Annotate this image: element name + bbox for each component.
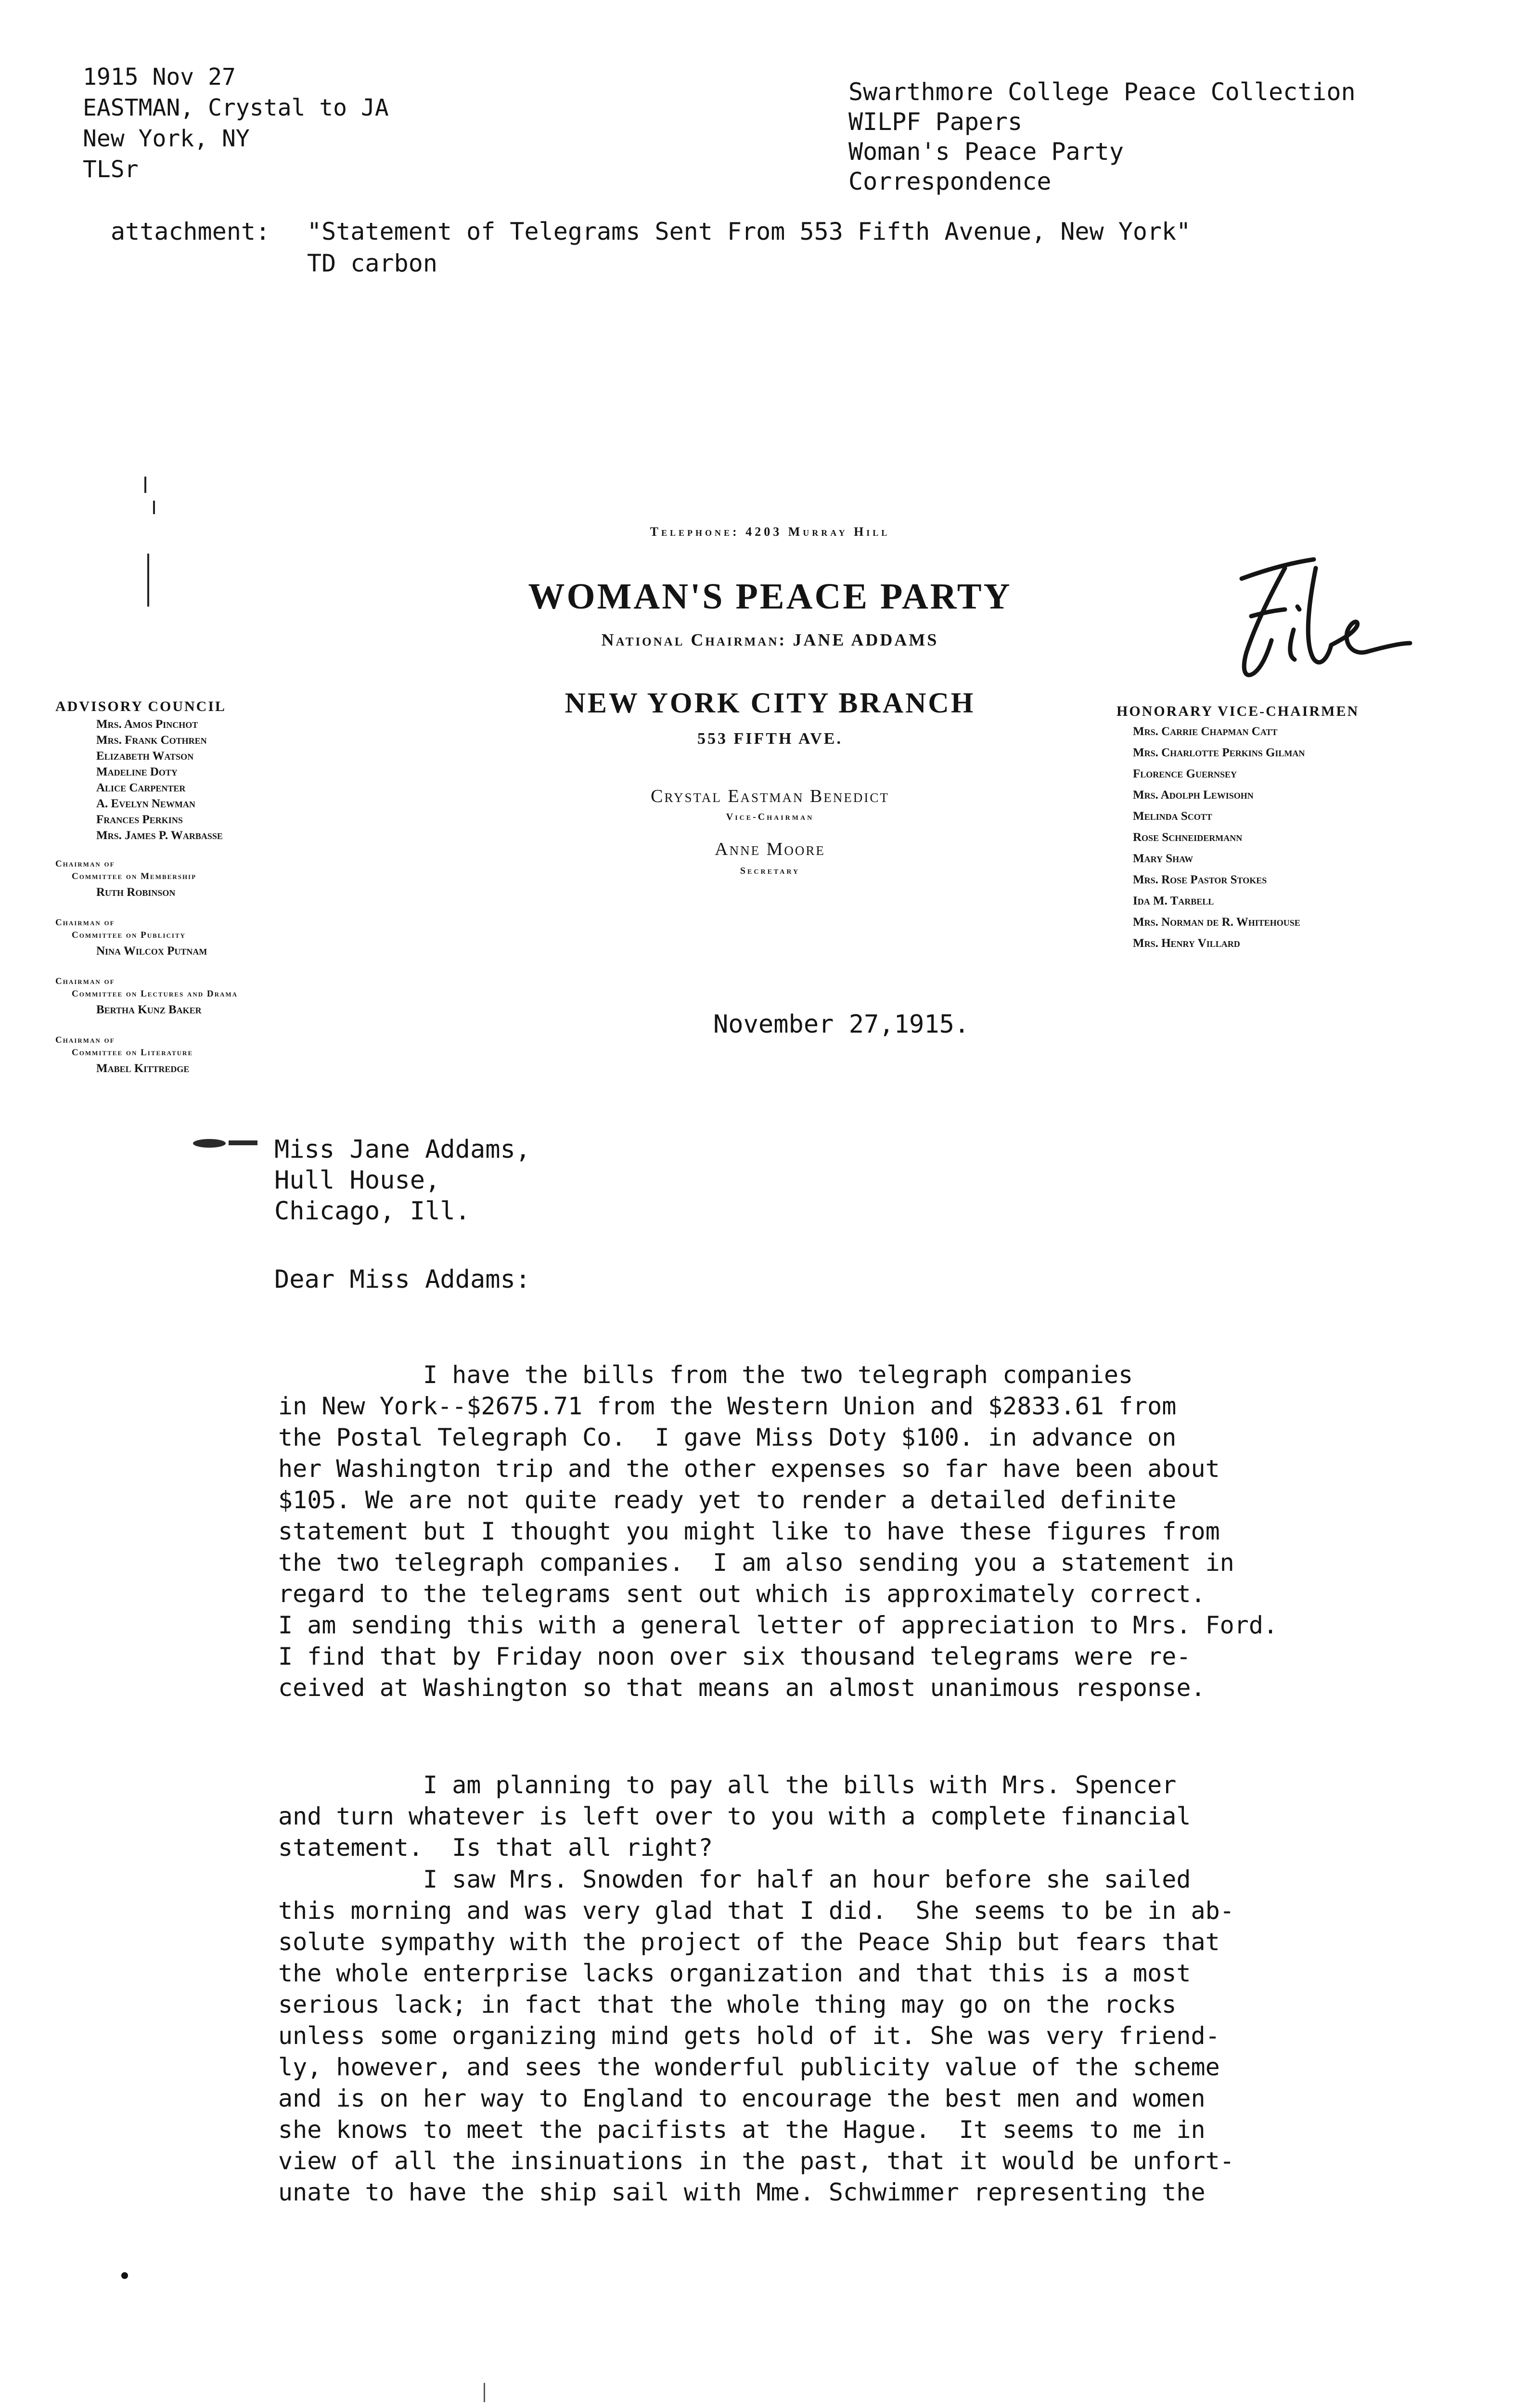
advisory-member: A. Evelyn Newman: [96, 797, 195, 810]
advisory-member: Mrs. Amos Pinchot: [96, 718, 198, 731]
letter-paragraph: [278, 1770, 1191, 1863]
attachment-note: [111, 216, 1191, 279]
committee-name: Committee on Lectures and Drama: [72, 989, 238, 999]
organization-name: WOMAN'S PEACE PARTY: [528, 576, 1012, 617]
paragraph-line: I saw Mrs. Snowden for half an hour before she sailed: [278, 1865, 1191, 1893]
salutation: Dear Miss Addams:: [274, 1265, 531, 1294]
advisory-member: Frances Perkins: [96, 813, 183, 826]
paragraph-line: and turn whatever is left over to you with a complete financial: [278, 1802, 1191, 1830]
scan-mark: [147, 554, 149, 607]
committee-chair-name: Nina Wilcox Putnam: [96, 945, 207, 958]
paragraph-line: unless some organizing mind gets hold of it. She was very friend-: [278, 2022, 1220, 2050]
paragraph-line: the two telegraph companies. I am also sending you a statement in: [278, 1549, 1234, 1577]
paragraph-line: regard to the telegrams sent out which is approximately correct.: [278, 1580, 1206, 1608]
honorary-vice-chairmen-list: [1116, 702, 1463, 954]
branch-name: NEW YORK CITY BRANCH: [565, 687, 975, 719]
paragraph-line: I find that by Friday noon over six thousand telegrams were re-: [278, 1643, 1191, 1670]
committee-literature: [55, 1034, 392, 1078]
scan-mark: [121, 2272, 128, 2279]
advisory-member: Mrs. James P. Warbasse: [96, 829, 223, 842]
vice-chairman-title: Vice-Chairman: [726, 812, 814, 822]
recipient-street: Hull House,: [274, 1166, 440, 1195]
archive-document-type: TLSr: [83, 156, 139, 183]
committee-name: Committee on Membership: [72, 871, 197, 881]
recipient-address: [274, 1134, 530, 1227]
collection-series: Woman's Peace Party: [848, 138, 1124, 166]
archive-correspondents: EASTMAN, Crystal to JA: [83, 94, 389, 121]
honorary-member: Rose Schneidermann: [1133, 831, 1243, 844]
committee-chair-label: Chairman of: [55, 859, 115, 869]
branch-address: 553 FIFTH AVE.: [697, 730, 843, 748]
committee-chair-name: Bertha Kunz Baker: [96, 1003, 202, 1016]
paragraph-line: the whole enterprise lacks organization and that this is a most: [278, 1959, 1191, 1987]
honorary-member: Ida M. Tarbell: [1133, 894, 1214, 907]
paragraph-line: this morning and was very glad that I did. She seems to be in ab-: [278, 1897, 1234, 1925]
paragraph-line: view of all the insinuations in the past, that it would be unfort-: [278, 2147, 1234, 2175]
advisory-council-heading: ADVISORY COUNCIL: [55, 699, 227, 714]
committee-chair-label: Chairman of: [55, 1035, 115, 1045]
paragraph-line: ceived at Washington so that means an almost unanimous response.: [278, 1674, 1206, 1702]
committee-name: Committee on Publicity: [72, 930, 186, 940]
committee-chair-name: Ruth Robinson: [96, 886, 176, 899]
handwritten-file-mark: [1213, 549, 1415, 693]
paragraph-line: solute sympathy with the project of the Peace Ship but fears that: [278, 1928, 1220, 1956]
secretary-name: Anne Moore: [715, 839, 825, 859]
archive-collection: [848, 77, 1356, 196]
archive-place: New York, NY: [83, 125, 250, 152]
advisory-member: Elizabeth Watson: [96, 750, 194, 763]
national-chairman: National Chairman: JANE ADDAMS: [601, 630, 939, 649]
committee-publicity: [55, 917, 392, 961]
vice-chairman-name: Crystal Eastman Benedict: [651, 786, 889, 806]
paragraph-line: ly, however, and sees the wonderful publicity value of the scheme: [278, 2053, 1220, 2081]
collection-name: Swarthmore College Peace Collection: [848, 78, 1356, 106]
paragraph-line: statement but I thought you might like to have these figures from: [278, 1517, 1220, 1545]
committee-name: Committee on Literature: [72, 1048, 193, 1058]
committee-chair-name: Mabel Kittredge: [96, 1062, 190, 1075]
committee-membership: [55, 858, 392, 902]
secretary-title: Secretary: [740, 866, 800, 876]
archive-date: 1915 Nov 27: [83, 64, 236, 91]
collection-subseries: Correspondence: [848, 168, 1052, 195]
scan-mark: [153, 501, 155, 514]
recipient-name: Miss Jane Addams,: [274, 1135, 531, 1164]
paragraph-line: she knows to meet the pacifists at the Hague. It seems to me in: [278, 2116, 1206, 2144]
paragraph-line: I am planning to pay all the bills with Mrs. Spencer: [278, 1771, 1177, 1799]
committee-lectures-drama: [55, 975, 392, 1020]
paragraph-line: her Washington trip and the other expenses so far have been about: [278, 1455, 1220, 1483]
paragraph-line: the Postal Telegraph Co. I gave Miss Doty $100. in advance on: [278, 1423, 1177, 1451]
letterhead-telephone: Telephone: 4203 Murray Hill: [650, 525, 890, 539]
honorary-member: Mary Shaw: [1133, 852, 1194, 865]
honorary-heading: HONORARY VICE-CHAIRMEN: [1116, 703, 1360, 719]
stamp-mark-icon: [190, 1136, 262, 1151]
honorary-member: Mrs. Rose Pastor Stokes: [1133, 873, 1267, 886]
paragraph-line: $105. We are not quite ready yet to render a detailed definite: [278, 1486, 1177, 1514]
paragraph-line: statement. Is that all right?: [278, 1834, 713, 1862]
scan-mark: [484, 2383, 485, 2402]
honorary-member: Mrs. Charlotte Perkins Gilman: [1133, 746, 1305, 759]
committee-chair-label: Chairman of: [55, 976, 115, 986]
paragraph-line: I am sending this with a general letter of appreciation to Mrs. Ford.: [278, 1611, 1278, 1639]
collection-papers: WILPF Papers: [848, 108, 1023, 136]
archive-citation: [83, 62, 389, 185]
advisory-council-list: [55, 697, 392, 1078]
honorary-member: Mrs. Carrie Chapman Catt: [1133, 725, 1278, 738]
attachment-label: attachment:: [111, 218, 270, 246]
honorary-member: Mrs. Norman de R. Whitehouse: [1133, 916, 1300, 929]
paragraph-line: unate to have the ship sail with Mme. Schwimmer representing the: [278, 2178, 1206, 2206]
letter-date: November 27,1915.: [713, 1010, 970, 1039]
paragraph-line: serious lack; in fact that the whole thing may go on the rocks: [278, 1991, 1177, 2019]
advisory-member: Mrs. Frank Cothren: [96, 734, 207, 747]
attachment-title: "Statement of Telegrams Sent From 553 Fifth Avenue, New York": [307, 218, 1191, 246]
honorary-member: Mrs. Adolph Lewisohn: [1133, 789, 1254, 802]
honorary-member: Melinda Scott: [1133, 810, 1212, 823]
scan-mark: [144, 477, 146, 493]
honorary-member: Florence Guernsey: [1133, 767, 1237, 780]
letter-paragraph: [278, 1359, 1278, 1704]
paragraph-line: in New York--$2675.71 from the Western Union and $2833.61 from: [278, 1392, 1177, 1420]
committee-chair-label: Chairman of: [55, 918, 115, 928]
paragraph-line: I have the bills from the two telegraph companies: [278, 1361, 1133, 1389]
advisory-member: Madeline Doty: [96, 765, 178, 778]
honorary-member: Mrs. Henry Villard: [1133, 937, 1240, 950]
letter-paragraph: [278, 1864, 1234, 2208]
attachment-type: TD carbon: [307, 249, 437, 277]
paragraph-line: and is on her way to England to encourage the best men and women: [278, 2084, 1206, 2112]
advisory-member: Alice Carpenter: [96, 781, 186, 794]
recipient-city: Chicago, Ill.: [274, 1197, 470, 1226]
